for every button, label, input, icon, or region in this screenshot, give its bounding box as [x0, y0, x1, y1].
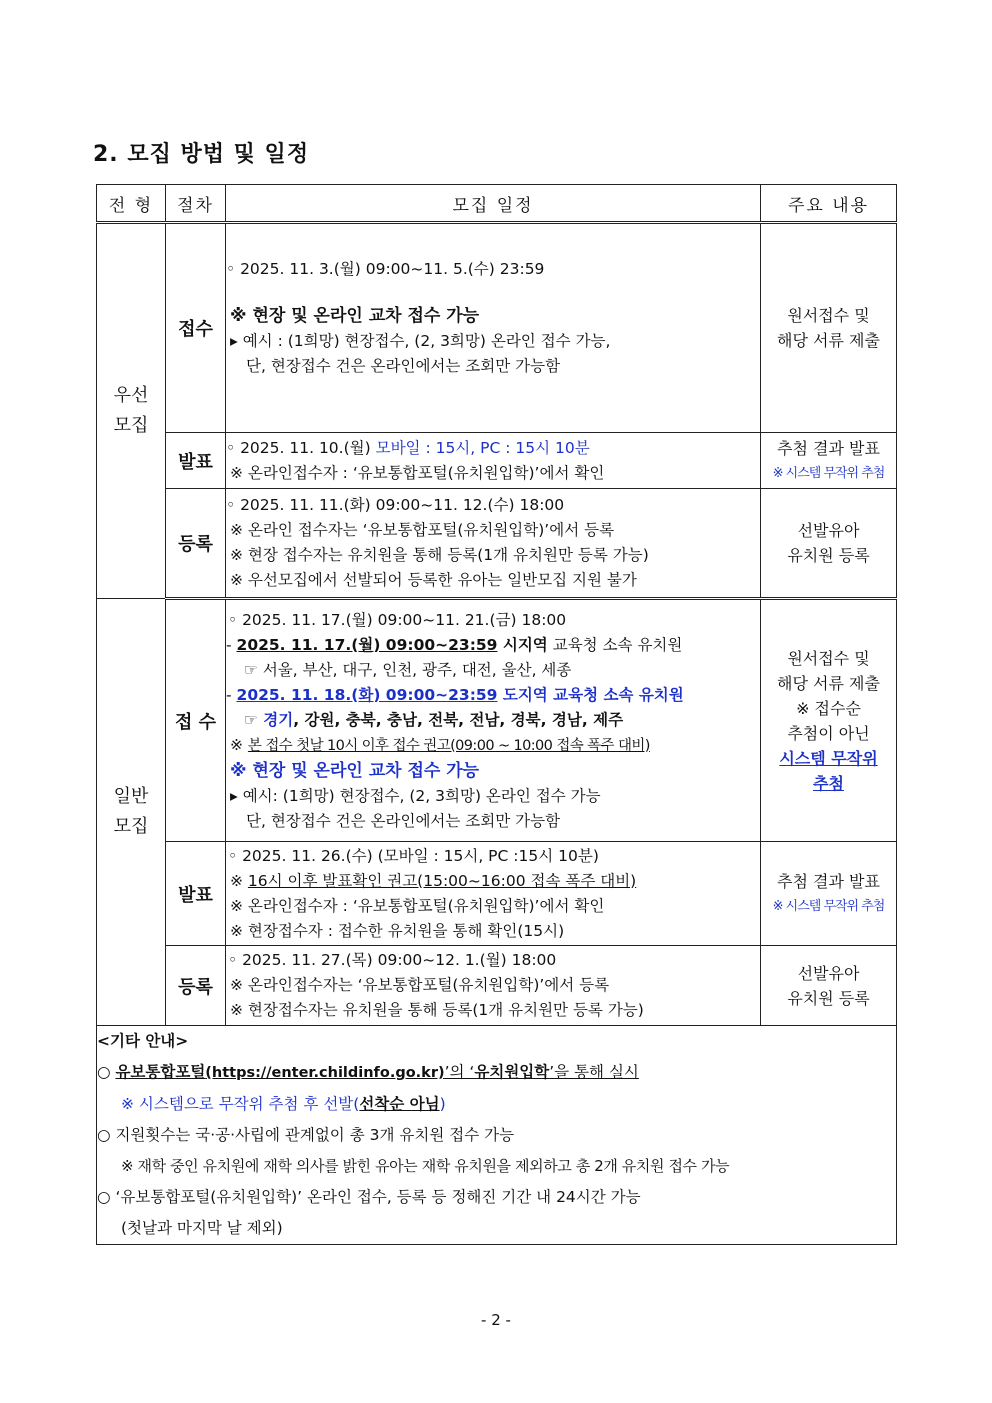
table-row — [97, 946, 897, 1026]
note-item: ○ ‘유보통합포털(유치원입학)’ 온라인 접수, 등록 등 정해진 기간 내 24시간 가능 — [97, 1188, 641, 1206]
table-row — [97, 223, 897, 433]
schedule-priority-announce: ◦ 2025. 11. 10.(월) 모바일 : 15시, PC : 15시 10분 ※ 온라인접수자 : ‘유보통합포털(유치원입학)’에서 확인 — [226, 433, 761, 489]
step-general-announce: 발표 — [166, 842, 226, 946]
main-priority-apply: 원서접수 및 해당 서류 제출 — [761, 223, 897, 433]
main-priority-announce: 추첨 결과 발표 ※ 시스템 무작위 추첨 — [761, 433, 897, 489]
main-general-register: 선발유아 유치원 등록 — [761, 946, 897, 1026]
table-row — [97, 599, 897, 842]
notes-box — [97, 1026, 897, 1245]
notes-row — [97, 1026, 897, 1245]
notes-title: <기타 안내> — [97, 1032, 189, 1050]
schedule-table — [96, 184, 897, 1245]
step-general-apply: 접 수 — [166, 599, 226, 842]
main-general-announce: 추첨 결과 발표 ※ 시스템 무작위 추첨 — [761, 842, 897, 946]
schedule-priority-apply: ◦ 2025. 11. 3.(월) 09:00~11. 5.(수) 23:59 ※ 현장 및 온라인 교차 접수 가능 ▸ 예시 : (1희망) 현장접수, (2, 3희망) 온라인 접수 가능, 단, 현장접수 건은 온라인에서는 조회만 가능함 — [226, 223, 761, 433]
schedule-general-register: ◦ 2025. 11. 27.(목) 09:00~12. 1.(월) 18:00 ※ 온라인접수자는 ‘유보통합포털(유치원입학)’에서 등록 ※ 현장접수자는 유치원을 통해 등록(1개 유치원만 등록 가능) — [226, 946, 761, 1026]
table-row — [97, 489, 897, 599]
header-type: 전 형 — [97, 185, 166, 223]
type-general: 일반 모집 — [97, 599, 166, 1026]
step-general-register: 등록 — [166, 946, 226, 1026]
schedule-general-announce: ◦ 2025. 11. 26.(수) (모바일 : 15시, PC :15시 10분) ※ 16시 이후 발표확인 권고(15:00~16:00 접속 폭주 대비) ※ 온라인접수자 : ‘유보통합포털(유치원입학)’에서 확인 ※ 현장접수자 : 접수한 유치원을 통해 확인(15시) — [226, 842, 761, 946]
table-header-row — [97, 185, 897, 223]
main-general-apply: 원서접수 및 해당 서류 제출 ※ 접수순 추첨이 아닌 시스템 무작위 추첨 — [761, 599, 897, 842]
header-step: 절차 — [166, 185, 226, 223]
step-priority-register: 등록 — [166, 489, 226, 599]
table-row — [97, 433, 897, 489]
note-item: ※ 시스템으로 무작위 추첨 후 선발(선착순 아님) — [121, 1095, 446, 1113]
page-number: - 2 - — [481, 1311, 511, 1329]
step-priority-apply: 접수 — [166, 223, 226, 433]
note-item: ○ 유보통합포털(https://enter.childinfo.go.kr)’의 ‘유치원입학’을 통해 실시 — [97, 1063, 639, 1081]
schedule-priority-register: ◦ 2025. 11. 11.(화) 09:00~11. 12.(수) 18:00 ※ 온라인 접수자는 ‘유보통합포털(유치원입학)’에서 등록 ※ 현장 접수자는 유치원을 통해 등록(1개 유치원만 등록 가능) ※ 우선모집에서 선발되어 등록한 유아는 일반모집 지원 불가 — [226, 489, 761, 599]
schedule-general-apply: ◦ 2025. 11. 17.(월) 09:00~11. 21.(금) 18:00 - 2025. 11. 17.(월) 09:00~23:59 시지역 교육청 소속 유치원 ☞ 서울, 부산, 대구, 인천, 광주, 대전, 울산, 세종 - 2025. 11. 18.(화) 09:00~23:59 도지역 교육청 소속 유치원 ☞ 경기, 강원, 충북, 충남, 전북, 전남, 경북, 경남, 제주 ※ 본 접수 첫날 10시 이후 접수 권고(09:00 ~ 10:00 접속 폭주 대비) ※ 현장 및 온라인 교차 접수 가능 ▸ 예시: (1희망) 현장접수, (2, 3희망) 온라인 접수 가능 단, 현장접수 건은 온라인에서는 조회만 가능함 — [226, 599, 761, 842]
type-priority: 우선 모집 — [97, 223, 166, 599]
step-priority-announce: 발표 — [166, 433, 226, 489]
header-main: 주요 내용 — [761, 185, 897, 223]
header-schedule: 모집 일정 — [226, 185, 761, 223]
main-priority-register: 선발유아 유치원 등록 — [761, 489, 897, 599]
note-item: ※ 재학 중인 유치원에 재학 의사를 밝힌 유아는 재학 유치원을 제외하고 총 2개 유치원 접수 가능 — [121, 1157, 730, 1175]
section-heading: 2. 모집 방법 및 일정 — [93, 142, 310, 167]
note-item: ○ 지원횟수는 국·공·사립에 관계없이 총 3개 유치원 접수 가능 — [97, 1126, 515, 1144]
note-item: (첫날과 마지막 날 제외) — [121, 1219, 283, 1237]
table-row — [97, 842, 897, 946]
